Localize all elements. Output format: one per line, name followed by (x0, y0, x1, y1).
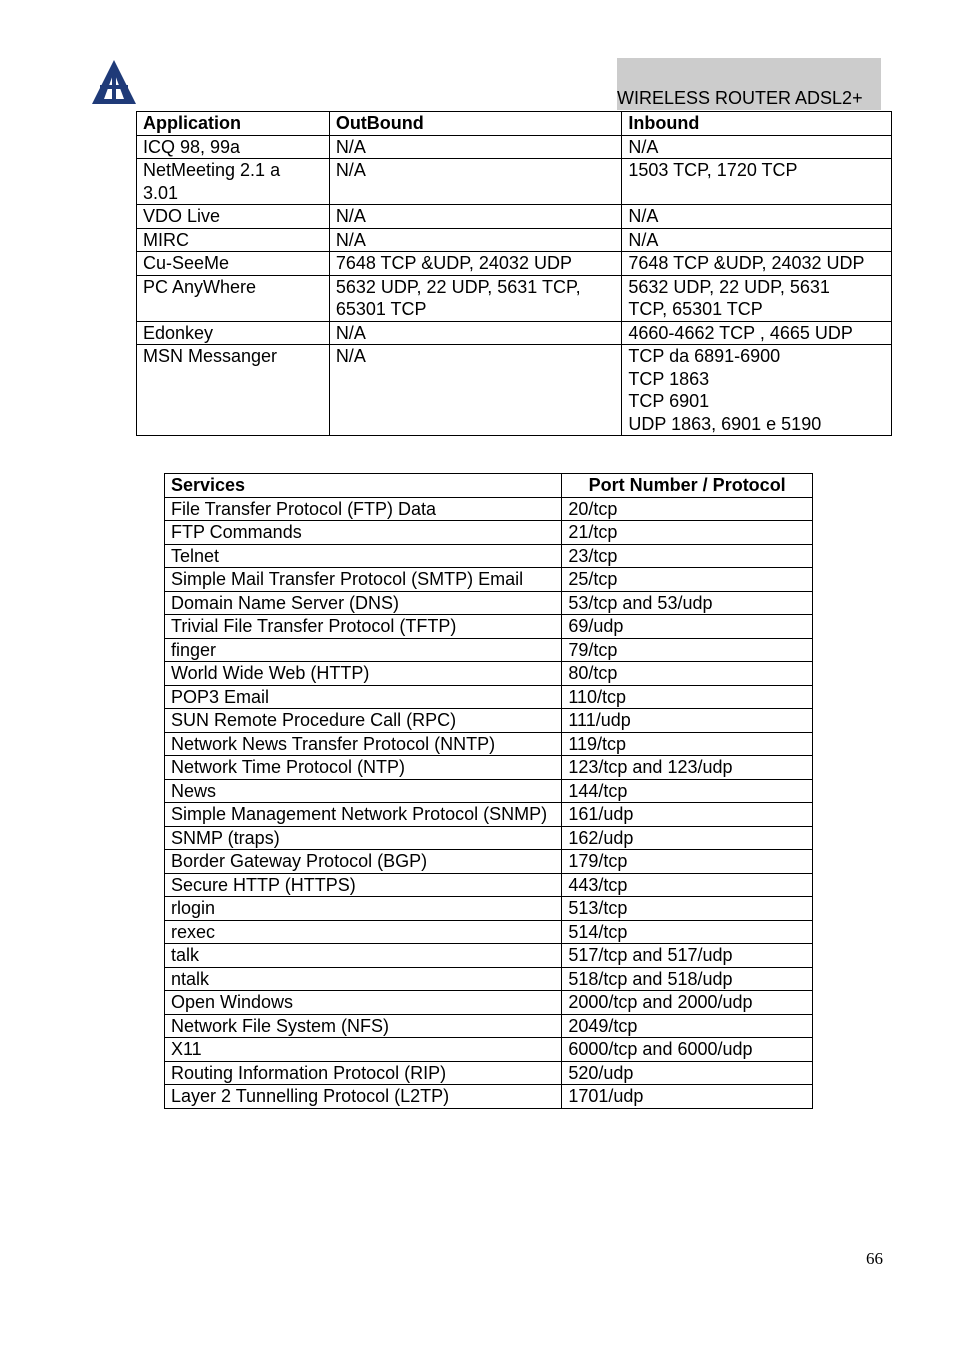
port-protocol-cell: 513/tcp (562, 897, 813, 921)
inbound-cell: 1503 TCP, 1720 TCP (622, 159, 892, 205)
outbound-cell: N/A (329, 205, 622, 229)
table-row (165, 850, 813, 874)
port-protocol-cell: 520/udp (562, 1061, 813, 1085)
outbound-cell: N/A (329, 345, 622, 436)
port-protocol-cell: 161/udp (562, 803, 813, 827)
port-protocol-cell: 20/tcp (562, 497, 813, 521)
outbound-cell: N/A (329, 321, 622, 345)
service-name-cell: rlogin (165, 897, 562, 921)
outbound-cell: 7648 TCP &UDP, 24032 UDP (329, 252, 622, 276)
services-table (164, 473, 813, 1109)
service-name-cell: Open Windows (165, 991, 562, 1015)
service-name-cell: Simple Management Network Protocol (SNMP) (165, 803, 562, 827)
port-protocol-cell: 1701/udp (562, 1085, 813, 1109)
table-row (137, 159, 892, 205)
header-port-protocol: Port Number / Protocol (562, 474, 813, 498)
table-row (137, 321, 892, 345)
service-name-cell: X11 (165, 1038, 562, 1062)
port-protocol-cell: 69/udp (562, 615, 813, 639)
port-protocol-cell: 2049/tcp (562, 1014, 813, 1038)
application-cell: ICQ 98, 99a (137, 135, 330, 159)
outbound-cell: N/A (329, 159, 622, 205)
table-row (165, 756, 813, 780)
table-row (165, 638, 813, 662)
port-protocol-cell: 53/tcp and 53/udp (562, 591, 813, 615)
port-protocol-cell: 25/tcp (562, 568, 813, 592)
header-inbound: Inbound (622, 112, 892, 136)
application-cell: MSN Messanger (137, 345, 330, 436)
service-name-cell: ntalk (165, 967, 562, 991)
port-protocol-cell: 21/tcp (562, 521, 813, 545)
inbound-cell: 5632 UDP, 22 UDP, 5631 TCP, 65301 TCP (622, 275, 892, 321)
outbound-cell: N/A (329, 135, 622, 159)
applications-table (136, 111, 892, 436)
table-row (165, 568, 813, 592)
table-row (165, 944, 813, 968)
table-row (137, 275, 892, 321)
service-name-cell: Network News Transfer Protocol (NNTP) (165, 732, 562, 756)
service-name-cell: Domain Name Server (DNS) (165, 591, 562, 615)
port-protocol-cell: 119/tcp (562, 732, 813, 756)
application-cell: Edonkey (137, 321, 330, 345)
port-protocol-cell: 6000/tcp and 6000/udp (562, 1038, 813, 1062)
table-row (165, 615, 813, 639)
service-name-cell: rexec (165, 920, 562, 944)
service-name-cell: Secure HTTP (HTTPS) (165, 873, 562, 897)
header-services: Services (165, 474, 562, 498)
table-row (165, 920, 813, 944)
service-name-cell: finger (165, 638, 562, 662)
inbound-cell: TCP da 6891-6900 TCP 1863 TCP 6901 UDP 1863, 6901 e 5190 (622, 345, 892, 436)
service-name-cell: Trivial File Transfer Protocol (TFTP) (165, 615, 562, 639)
inbound-cell: 4660-4662 TCP , 4665 UDP (622, 321, 892, 345)
table-row (165, 1061, 813, 1085)
application-cell: VDO Live (137, 205, 330, 229)
port-protocol-cell: 111/udp (562, 709, 813, 733)
service-name-cell: POP3 Email (165, 685, 562, 709)
header-outbound: OutBound (329, 112, 622, 136)
service-name-cell: World Wide Web (HTTP) (165, 662, 562, 686)
table-row (137, 135, 892, 159)
table-row (137, 252, 892, 276)
page-number: 66 (866, 1249, 883, 1268)
table-row (165, 873, 813, 897)
application-cell: Cu-SeeMe (137, 252, 330, 276)
table-row (165, 544, 813, 568)
port-protocol-cell: 179/tcp (562, 850, 813, 874)
port-protocol-cell: 144/tcp (562, 779, 813, 803)
service-name-cell: Network File System (NFS) (165, 1014, 562, 1038)
port-protocol-cell: 80/tcp (562, 662, 813, 686)
inbound-cell: N/A (622, 205, 892, 229)
table-row (165, 662, 813, 686)
application-cell: NetMeeting 2.1 a 3.01 (137, 159, 330, 205)
port-protocol-cell: 162/udp (562, 826, 813, 850)
atlantis-logo-icon (91, 59, 137, 105)
service-name-cell: News (165, 779, 562, 803)
port-protocol-cell: 110/tcp (562, 685, 813, 709)
table-row (165, 732, 813, 756)
service-name-cell: Layer 2 Tunnelling Protocol (L2TP) (165, 1085, 562, 1109)
table-row (165, 826, 813, 850)
application-cell: MIRC (137, 228, 330, 252)
service-name-cell: talk (165, 944, 562, 968)
outbound-cell: N/A (329, 228, 622, 252)
port-protocol-cell: 518/tcp and 518/udp (562, 967, 813, 991)
table-row (137, 228, 892, 252)
table-header-row (137, 112, 892, 136)
table-row (137, 345, 892, 436)
table-row (165, 521, 813, 545)
table-row (165, 709, 813, 733)
inbound-cell: 7648 TCP &UDP, 24032 UDP (622, 252, 892, 276)
port-protocol-cell: 2000/tcp and 2000/udp (562, 991, 813, 1015)
port-protocol-cell: 23/tcp (562, 544, 813, 568)
inbound-cell: N/A (622, 135, 892, 159)
table-row (165, 1038, 813, 1062)
application-cell: PC AnyWhere (137, 275, 330, 321)
table-header-row (165, 474, 813, 498)
table-row (165, 497, 813, 521)
table-row (165, 967, 813, 991)
service-name-cell: Telnet (165, 544, 562, 568)
port-protocol-cell: 514/tcp (562, 920, 813, 944)
table-row (165, 897, 813, 921)
service-name-cell: Border Gateway Protocol (BGP) (165, 850, 562, 874)
port-protocol-cell: 79/tcp (562, 638, 813, 662)
table-row (165, 685, 813, 709)
service-name-cell: SNMP (traps) (165, 826, 562, 850)
table-row (165, 991, 813, 1015)
service-name-cell: Routing Information Protocol (RIP) (165, 1061, 562, 1085)
service-name-cell: File Transfer Protocol (FTP) Data (165, 497, 562, 521)
table-row (137, 205, 892, 229)
table-row (165, 1085, 813, 1109)
service-name-cell: Network Time Protocol (NTP) (165, 756, 562, 780)
table-row (165, 591, 813, 615)
table-row (165, 1014, 813, 1038)
service-name-cell: FTP Commands (165, 521, 562, 545)
service-name-cell: SUN Remote Procedure Call (RPC) (165, 709, 562, 733)
inbound-cell: N/A (622, 228, 892, 252)
table-row (165, 803, 813, 827)
service-name-cell: Simple Mail Transfer Protocol (SMTP) Email (165, 568, 562, 592)
port-protocol-cell: 123/tcp and 123/udp (562, 756, 813, 780)
outbound-cell: 5632 UDP, 22 UDP, 5631 TCP, 65301 TCP (329, 275, 622, 321)
port-protocol-cell: 443/tcp (562, 873, 813, 897)
table-row (165, 779, 813, 803)
port-protocol-cell: 517/tcp and 517/udp (562, 944, 813, 968)
header-application: Application (137, 112, 330, 136)
header-title: WIRELESS ROUTER ADSL2+ (617, 88, 863, 108)
